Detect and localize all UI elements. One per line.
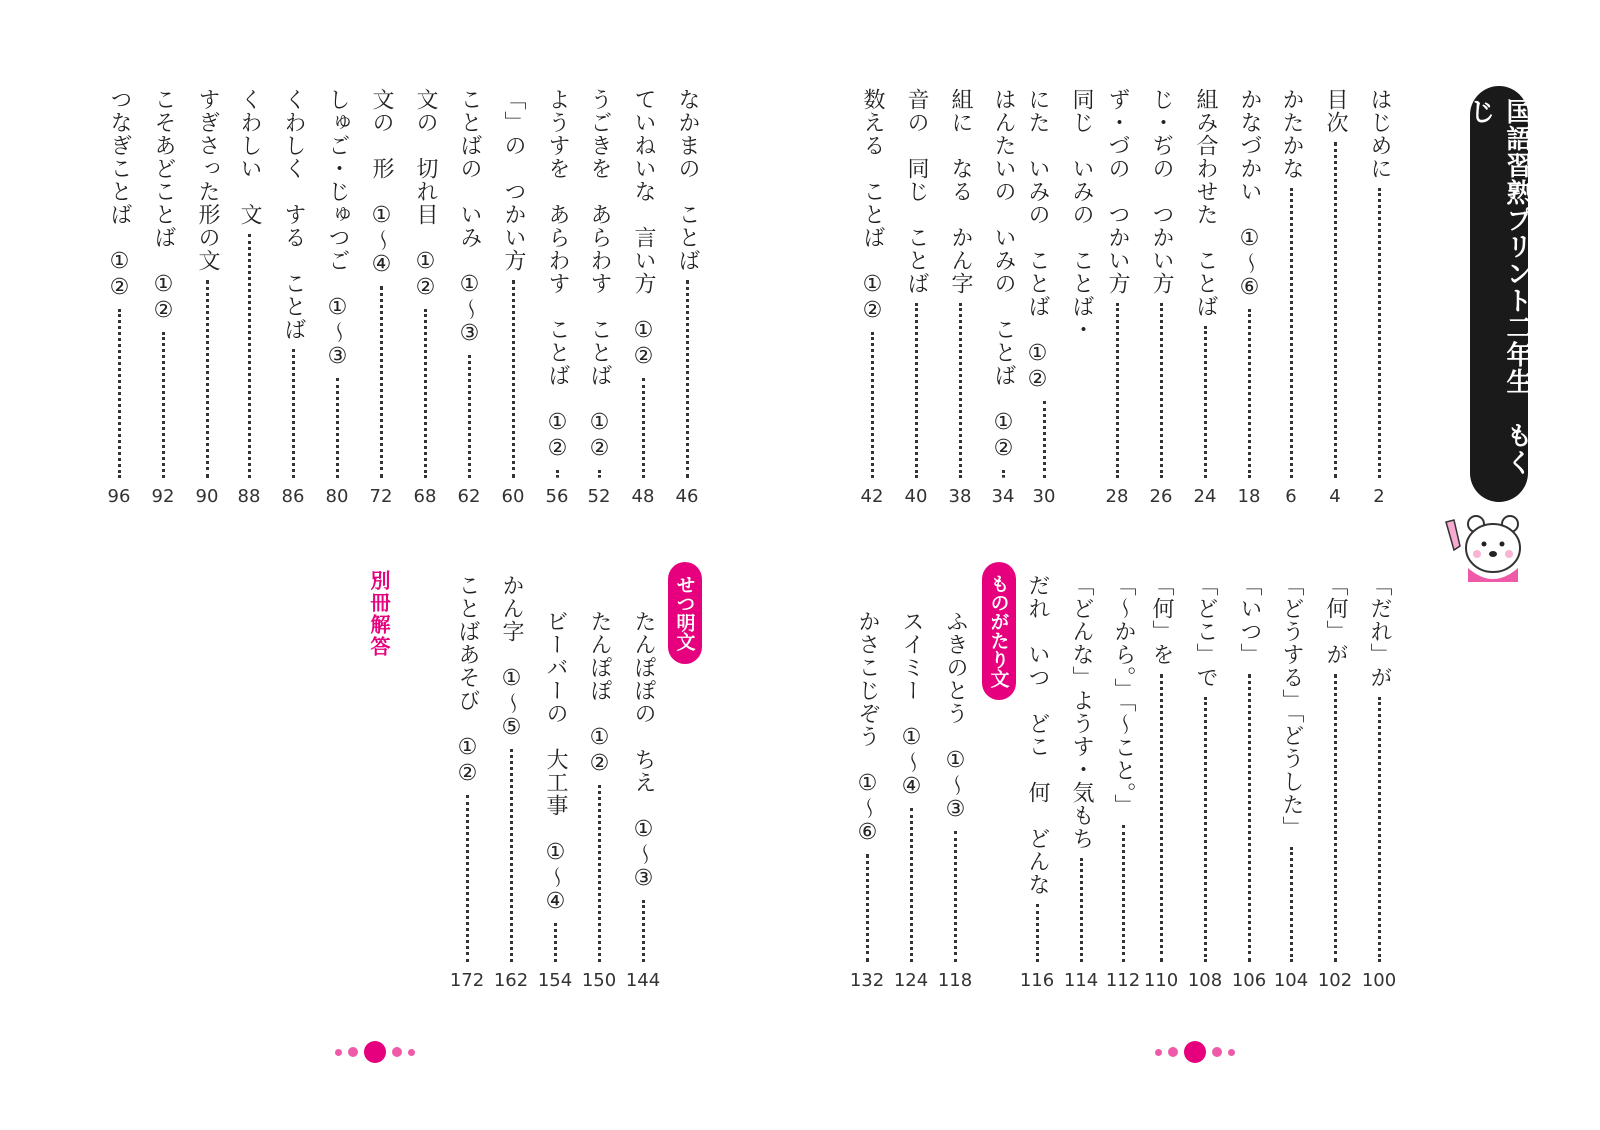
dot-leader [1334,142,1337,478]
dot-leader [598,785,601,962]
dot-leader [1378,697,1381,962]
dot-leader [1116,303,1119,478]
toc-entry-page-number: 112 [1105,970,1141,991]
toc-entry-page-number: 28 [1105,486,1129,507]
toc-entry [845,610,889,992]
toc-entry-page-number: 144 [625,970,661,991]
toc-entry-label: 組み合わせた ことば [1193,88,1218,318]
dot-leader [424,309,427,478]
dot-leader [871,332,874,478]
toc-entry-label: ようすを あらわす ことば ①② [545,88,570,462]
toc-entry-page-number: 116 [1019,970,1055,991]
toc-entry [1183,574,1227,992]
toc-entry-page-number: 124 [893,970,929,991]
toc-entry [621,610,665,992]
toc-entry-label: ていねいな 言い方 ①② [631,88,656,370]
toc-entry-label: はじめに [1367,88,1392,180]
toc-entry-page-number: 150 [581,970,617,991]
toc-entry [447,88,491,508]
toc-entry-label: かん字 ①〜⑤ [499,574,524,741]
toc-entry-label: ふきのとう ①〜③ [943,610,968,823]
toc-entry-page-number: 56 [545,486,569,507]
toc-entry-label: 「どんな」ようす・気もち [1069,574,1094,850]
dot-leader [1290,188,1293,478]
toc-entry-page-number: 108 [1187,970,1223,991]
toc-entry-label: しゅご・じゅつご ①〜③ [325,88,350,370]
toc-entry [533,610,577,992]
toc-entry [271,88,315,508]
toc-entry [1139,574,1183,992]
toc-entry-label: 文の 形 ①〜④ [369,88,394,278]
toc-entry-label: 「」の つかい方 [501,88,526,272]
dot-leader [162,332,165,478]
toc-entry-page-number: 106 [1231,970,1267,991]
toc-entry-page-number: 110 [1143,970,1179,991]
toc-entry-page-number: 114 [1063,970,1099,991]
toc-entry-label: 組に なる かん字 [948,88,973,295]
dot-leader [1248,674,1251,962]
toc-entry [1357,574,1401,992]
toc-entry-page-number: 100 [1361,970,1397,991]
toc-entry-page-number: 172 [449,970,485,991]
dot-leader [292,349,295,478]
toc-entry [850,88,894,508]
toc-entry-page-number: 38 [948,486,972,507]
toc-entry [933,610,977,992]
toc-entry-page-number: 132 [849,970,885,991]
toc-entry-page-number: 4 [1329,486,1341,507]
toc-entry-page-number: 30 [1032,486,1056,507]
toc-entry-page-number: 96 [107,486,131,507]
dot-leader [380,286,383,478]
toc-entry [1227,88,1271,508]
page-title: 国語習熟プリント二年生 もくじ [1470,86,1528,502]
toc-entry-page-number: 18 [1237,486,1261,507]
toc-entry-label: 目次 [1323,88,1348,134]
toc-entry [621,88,665,508]
toc-entry [491,88,535,508]
toc-entry-label: かたかな [1279,88,1304,180]
toc-entry-page-number: 34 [991,486,1015,507]
toc-entry-page-number: 86 [281,486,305,507]
toc-entry [577,610,621,992]
toc-entry [535,88,579,508]
dot-leader [1043,401,1046,478]
dot-leader [1378,188,1381,478]
toc-entry-page-number: 60 [501,486,525,507]
toc-entry-label: こそあどことば ①② [151,88,176,324]
page-number-dots [335,1040,415,1064]
section-badge-monogatari: ものがたり文 [982,562,1016,700]
toc-entry [889,610,933,992]
toc-entry-label: 「〜から。」「〜こと。」 [1111,574,1136,817]
toc-entry [981,88,1025,508]
toc-entry-page-number: 6 [1285,486,1297,507]
toc-entry-page-number: 42 [860,486,884,507]
dot-leader [959,303,962,478]
toc-entry-page-number: 24 [1193,486,1217,507]
dot-leader [466,795,469,962]
page-number-dots [1155,1040,1235,1064]
dot-leader [642,900,645,962]
toc-entry-page-number: 104 [1273,970,1309,991]
toc-entry-label: かさこじぞう ①〜⑥ [855,610,880,846]
dot-leader [554,923,557,962]
toc-entry [1059,574,1103,992]
toc-entry-label: ことばの いみ ①〜③ [457,88,482,347]
dot-leader [1122,825,1125,962]
toc-entry-label: たんぽぽの ちえ ①〜③ [631,610,656,892]
toc-entry-label: すぎさった形の文 [195,88,220,272]
dot-leader [1290,847,1293,962]
dot-leader [510,749,513,962]
toc-entry [1313,88,1357,508]
dot-leader [1160,674,1163,962]
dot-leader [1160,303,1163,478]
toc-entry [1183,88,1227,508]
toc-entry-page-number: 26 [1149,486,1173,507]
toc-entry-page-number: 40 [904,486,928,507]
toc-entry-label: 「どこ」で [1193,574,1218,689]
toc-entry-label: 数える ことば ①② [860,88,885,324]
toc-entry [403,88,447,508]
dot-leader [1204,326,1207,478]
toc-entry-label: 「何」が [1323,574,1348,666]
dot-leader [1036,904,1039,962]
toc-entry-page-number: 52 [587,486,611,507]
toc-entry-label: くわしい 文 [237,88,262,226]
toc-entry [315,88,359,508]
dot-leader [642,378,645,478]
toc-entry [1313,574,1357,992]
toc-entry-label: 「いつ」 [1237,574,1262,666]
toc-entry [577,88,621,508]
toc-entry [97,88,141,508]
toc-entry-page-number: 118 [937,970,973,991]
section-badge-setsumei: せつ明文 [668,562,702,664]
toc-entry [445,574,489,992]
toc-entry [1015,88,1103,508]
toc-entry-label: 同じ いみの ことば・ にた いみの ことば ①② [1025,88,1094,393]
dot-leader [910,808,913,962]
dot-leader [1248,309,1251,478]
toc-entry-page-number: 102 [1317,970,1353,991]
dot-leader [248,234,251,478]
toc-entry [141,88,185,508]
toc-entry-label: ビーバーの 大工事 ①〜④ [543,610,568,915]
dot-leader [556,470,559,478]
toc-entry [227,88,271,508]
toc-entry-page-number: 46 [675,486,699,507]
toc-entry-label: ず・づの つかい方 [1105,88,1130,295]
toc-entry [894,88,938,508]
toc-entry [185,88,229,508]
toc-entry [1015,574,1059,992]
toc-entry-page-number: 80 [325,486,349,507]
dot-leader [686,280,689,478]
toc-entry-label: かなづかい ①〜⑥ [1237,88,1262,301]
toc-entry-label: たんぽぽ ①② [587,610,612,777]
toc-entry [665,88,709,508]
bessatsu-answer-label: 別冊解答 [367,570,391,658]
dot-leader [598,470,601,478]
toc-entry-label: じ・ぢの つかい方 [1149,88,1174,295]
toc-entry [1101,574,1145,992]
dot-leader [866,854,869,962]
dot-leader [1334,674,1337,962]
toc-entry-label: 「どうする」「どうした」 [1279,574,1304,839]
dot-leader [954,831,957,962]
toc-entry-page-number: 154 [537,970,573,991]
dot-leader [915,303,918,478]
toc-entry [489,574,533,992]
toc-entry-label: 音の 同じ ことば [904,88,929,295]
toc-entry-label: ことばあそび ①② [455,574,480,787]
toc-entry-label: くわしく する ことば [281,88,306,341]
toc-entry-page-number: 72 [369,486,393,507]
toc-entry-label: 文の 切れ目 ①② [413,88,438,301]
toc-entry-label: スイミー ①〜④ [899,610,924,800]
toc-entry [1269,88,1313,508]
toc-entry-page-number: 2 [1373,486,1385,507]
dot-leader [1204,697,1207,962]
toc-entry-label: だれ いつ どこ 何 どんな [1025,574,1050,896]
bear-mascot-icon [1440,510,1530,590]
toc-entry-page-number: 68 [413,486,437,507]
dot-leader [336,378,339,478]
toc-entry-page-number: 90 [195,486,219,507]
toc-entry-label: はんたいの いみの ことば ①② [991,88,1016,462]
toc-entry [1269,574,1313,992]
toc-entry [1227,574,1271,992]
toc-entry-label: 「何」を [1149,574,1174,666]
toc-entry-label: 「だれ」が [1367,574,1392,689]
toc-entry-page-number: 162 [493,970,529,991]
toc-entry [1139,88,1183,508]
dot-leader [468,355,471,478]
toc-entry-page-number: 88 [237,486,261,507]
dot-leader [512,280,515,478]
toc-entry [938,88,982,508]
toc-entry [359,88,403,508]
dot-leader [1002,470,1005,478]
toc-entry-page-number: 92 [151,486,175,507]
dot-leader [118,309,121,478]
dot-leader [206,280,209,478]
toc-entry-page-number: 48 [631,486,655,507]
toc-entry-label: うごきを あらわす ことば ①② [587,88,612,462]
toc-entry-page-number: 62 [457,486,481,507]
toc-entry-label: なかまの ことば [675,88,700,272]
toc-entry-label: つなぎことば ①② [107,88,132,301]
toc-entry [1357,88,1401,508]
dot-leader [1080,858,1083,962]
